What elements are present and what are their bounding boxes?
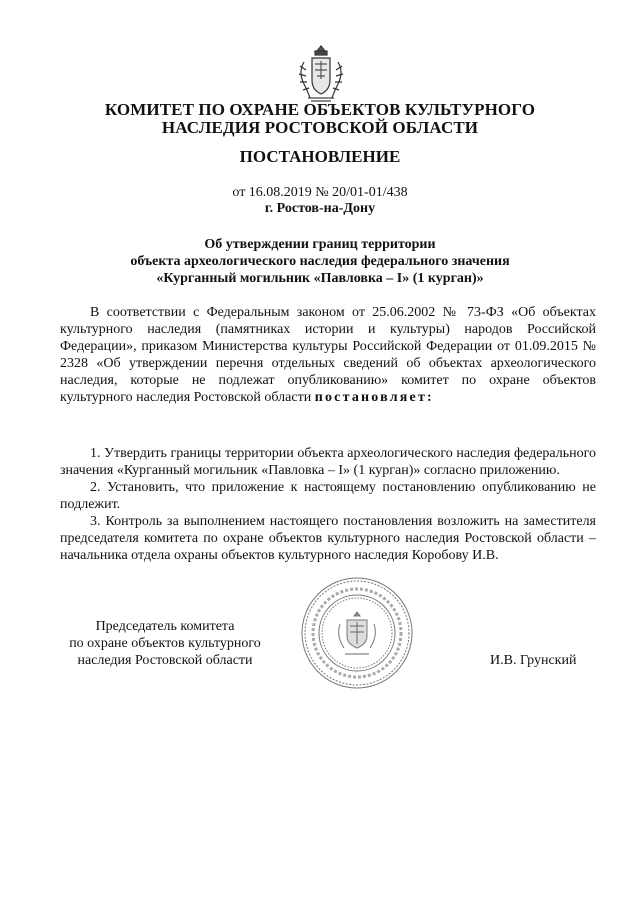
position-line-3: наследия Ростовской области — [77, 653, 253, 668]
document-subject — [80, 236, 560, 287]
resolution-items — [60, 445, 596, 564]
signatory-position — [60, 618, 270, 669]
organization-name — [60, 101, 580, 137]
org-line-1: КОМИТЕТ ПО ОХРАНЕ ОБЪЕКТОВ КУЛЬТУРНОГО — [104, 100, 536, 119]
subject-line-1: Об утверждении границ территории — [204, 237, 436, 252]
preamble-text: В соответствии с Федеральным законом от 25.06.2002 № 73-ФЗ «Об объектах культурного наследия (памятниках истории и культуры) народов Российской Федерации», приказом Министерства культуры Российской Федерации от 01.09.2015 № 2328 «Об утверждении перечня отдельных сведений об объектах археологического наследия, которые не подлежат опубликованию» комитет по охране объектов культурного наследия Ростовской области — [60, 305, 596, 405]
resolution-item: 1. Утвердить границы территории объекта археологического наследия федерального значения «Курганный могильник «Павловка – I» (1 курган)» согласно приложению. — [60, 446, 596, 478]
position-line-1: Председатель комитета — [95, 619, 235, 634]
coat-of-arms-emblem — [296, 44, 346, 104]
resolution-item: 3. Контроль за выполнением настоящего постановления возложить на заместителя председателя комитета по охране объектов культурного наследия Ростовской области – начальника отдела охраны объектов культурного наследия Коробову И.В. — [60, 514, 596, 563]
official-seal — [300, 576, 414, 690]
subject-line-3: «Курганный могильник «Павловка – I» (1 курган)» — [156, 271, 484, 286]
document-city: г. Ростов-на-Дону — [264, 201, 376, 216]
preamble-paragraph — [60, 304, 596, 406]
subject-line-2: объекта археологического наследия федерального значения — [130, 254, 510, 269]
org-line-2: НАСЛЕДИЯ РОСТОВСКОЙ ОБЛАСТИ — [161, 118, 479, 137]
document-date-number: от 16.08.2019 № 20/01-01/438 — [232, 185, 408, 200]
document-type: ПОСТАНОВЛЕНИЕ — [239, 147, 401, 166]
signatory-name: И.В. Грунский — [490, 653, 577, 668]
position-line-2: по охране объектов культурного — [69, 636, 261, 651]
decree-word: постановляет: — [314, 390, 434, 405]
resolution-item: 2. Установить, что приложение к настоящему постановлению опубликованию не подлежит. — [60, 480, 596, 512]
